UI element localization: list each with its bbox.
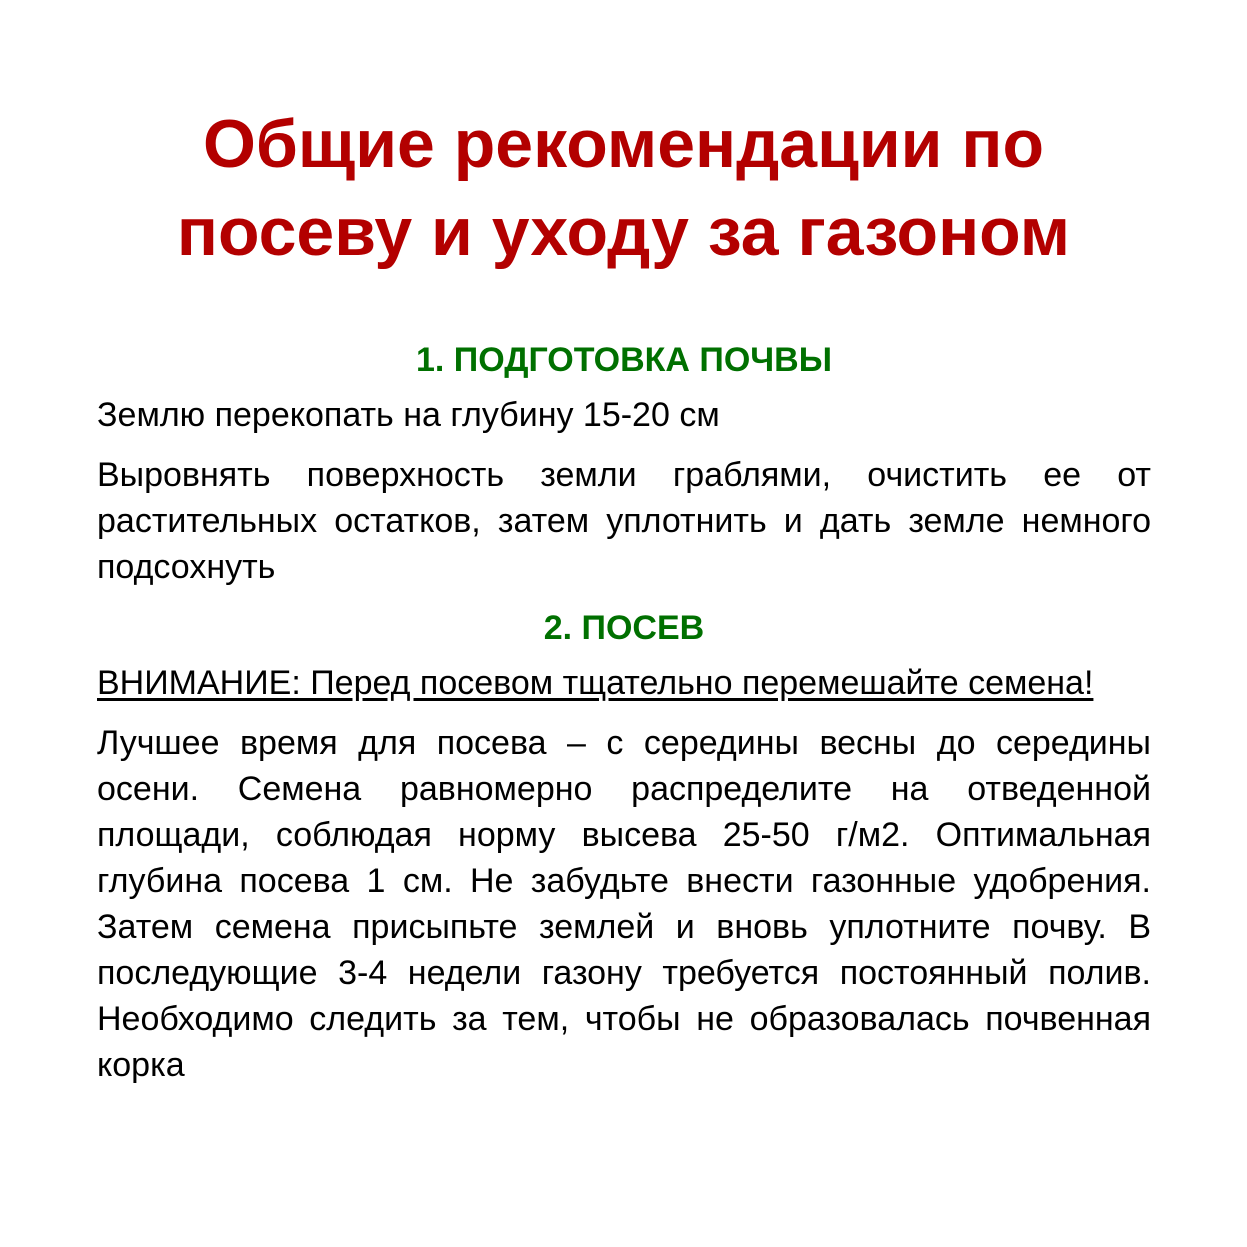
- section-heading-soil-preparation: 1. ПОДГОТОВКА ПОЧВЫ: [415, 341, 833, 379]
- warning-mix-seeds: ВНИМАНИЕ: Перед посевом тщательно перемешайте семена!: [97, 664, 1094, 702]
- section-heading-sowing: 2. ПОСЕВ: [543, 609, 705, 647]
- title-line-1: Общие рекомендации по: [202, 106, 1044, 182]
- paragraph-sowing-instructions: Лучшее время для посева – с середины весны до середины осени. Семена равномерно распределите на отведенной площади, соблюдая норму высева 25-50 г/м2. Оптимальная глубина посева 1 см. Не забудьте внести газонные удобрения. Затем семена присыпьте землей и вновь уплотните почву. В последующие 3-4 недели газону требуется постоянный полив. Необходимо следить за тем, чтобы не образовалась почвенная корка: [97, 724, 1151, 1084]
- paragraph-leveling: Выровнять поверхность земли граблями, очистить ее от растительных остатков, затем уплотнить и дать земле немного подсохнуть: [97, 456, 1151, 586]
- paragraph-digging: Землю перекопать на глубину 15-20 см: [97, 396, 720, 434]
- document-title: [0, 100, 1247, 276]
- title-line-2: посеву и уходу за газоном: [176, 194, 1071, 270]
- document-body: [97, 336, 1151, 1088]
